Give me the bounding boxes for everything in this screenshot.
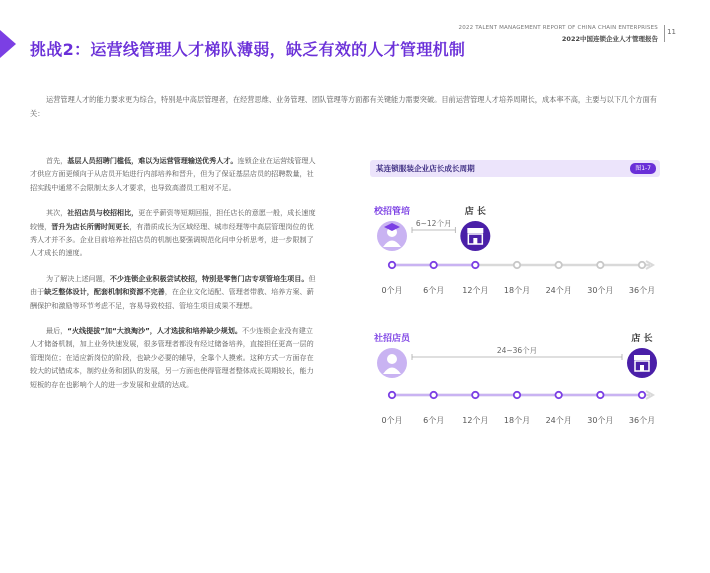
icon-head bbox=[387, 354, 397, 364]
start-label: 社招店员 bbox=[373, 334, 411, 344]
tick-dot bbox=[639, 392, 645, 398]
end-label: 店 长 bbox=[631, 334, 653, 344]
paragraph-4 bbox=[30, 324, 320, 391]
figure-badge: 图1-7 bbox=[630, 163, 656, 174]
tick-dot bbox=[430, 262, 436, 268]
tick-dot bbox=[555, 392, 561, 398]
p3-rest2: ，在企业文化适配、管理者带教、培养方案、薪酬保护和激励等环节考虑不足，容易导致校招、管培生项目成果不理想。 bbox=[30, 287, 314, 310]
paragraph-1 bbox=[30, 154, 320, 194]
p1-rest: 连锁企业在运营线管理人才供应方面更倾向于从店员开始进行内部培养和晋升，但为了保证基层店员的招聘数量，社招实践中通常不会限制太多人才要求，也导致高潜员工相对不足。 bbox=[30, 156, 316, 192]
start-label: 校招管培 bbox=[373, 207, 411, 217]
figure-header bbox=[370, 160, 660, 177]
p2-rest2: ，有潜质成长为区域经理、城市经理等中高层管理岗位的优秀人才并不多。企业目前培养社招店员的机制也要强调规范化问申分析思考，进一步限制了人才成长的速度。 bbox=[30, 221, 314, 258]
p1-lead: 首先， bbox=[46, 156, 68, 165]
tick-label: 30个月 bbox=[587, 416, 614, 425]
tick-dot bbox=[639, 262, 645, 268]
tick-label: 12个月 bbox=[462, 416, 489, 425]
tick-dot bbox=[472, 262, 478, 268]
tick-label: 18个月 bbox=[503, 416, 531, 425]
store-icon bbox=[627, 348, 657, 378]
store-door bbox=[473, 238, 477, 244]
p3-lead: 为了解决上述问题， bbox=[46, 273, 110, 283]
p2-bold: 社招店员与校招相比， bbox=[67, 208, 139, 218]
p3-rest: 但由于 bbox=[30, 273, 316, 297]
end-label: 店 长 bbox=[464, 207, 486, 217]
tick-label: 6个月 bbox=[423, 286, 445, 295]
p4-rest: 不少连锁企业没有建立人才储备机制，加上业务快速发展，很多管理者都没有经过储备培养，直接担任更高一层的管理岗位；在适应新岗位的阶段，也缺少必要的辅导，全靠个人摸索。这种方式一方面存在较大的试错成本，制约业务和团队的发展，另一方面也使得管理者整体成长周期较长，能力短板的存在也影响个人的进一步发展和业绩的达成。 bbox=[30, 326, 314, 389]
tick-label: 6个月 bbox=[423, 416, 445, 425]
tick-dot bbox=[555, 262, 561, 268]
p2-lead: 其次， bbox=[46, 208, 68, 218]
store-door bbox=[640, 365, 644, 371]
report-title-en: 2022 TALENT MANAGEMENT REPORT OF CHINA CHAIN ENTERPRISES bbox=[458, 25, 658, 31]
header-divider bbox=[664, 25, 665, 42]
store-awning bbox=[467, 228, 483, 233]
p4-bold: “火线提拔”加“大浪淘沙”，人才选拔和培养缺少规划。 bbox=[67, 326, 242, 336]
store-icon bbox=[460, 221, 490, 251]
tick-label: 0个月 bbox=[381, 416, 403, 425]
tick-dot bbox=[514, 392, 520, 398]
p2-rest: 更在乎薪资等短期回报，担任店长的意愿一般，成长速度较慢， bbox=[30, 208, 316, 231]
tick-dot bbox=[514, 262, 520, 268]
timeline-chart bbox=[360, 190, 670, 440]
tick-label: 36个月 bbox=[628, 416, 656, 425]
page-title: 挑战2：运营线管理人才梯队薄弱，缺乏有效的人才管理机制 bbox=[30, 40, 466, 59]
p4-lead: 最后， bbox=[46, 326, 68, 336]
p3-bold: 不少连锁企业积极尝试校招，特别是零售门店专项管培生项目。 bbox=[109, 273, 309, 283]
tick-dot bbox=[389, 262, 395, 268]
paragraph-3 bbox=[30, 272, 320, 312]
p2-bold2: 晋升为店长所需时间更长 bbox=[51, 221, 130, 231]
tick-label: 0个月 bbox=[381, 286, 403, 295]
tick-dot bbox=[389, 392, 395, 398]
duration-label: 6~12个月 bbox=[415, 219, 452, 228]
intro-paragraph: 运营管理人才的能力要求更为综合，特别是中高层管理者，在经营思维、业务管理、团队管理等方面都有关键能力需要突破。目前运营管理人才培养周期长，成本率不高，主要与以下几个方面有关： bbox=[30, 95, 657, 118]
tick-label: 12个月 bbox=[462, 286, 489, 295]
tick-label: 24个月 bbox=[545, 286, 572, 295]
tick-label: 30个月 bbox=[587, 286, 614, 295]
body-text bbox=[30, 154, 320, 403]
store-awning bbox=[634, 355, 650, 360]
report-title-cn: 2022中国连锁企业人才管理报告 bbox=[561, 35, 658, 43]
page-number: 11 bbox=[667, 28, 676, 36]
tick-dot bbox=[597, 392, 603, 398]
tick-label: 36个月 bbox=[628, 286, 656, 295]
tick-label: 24个月 bbox=[545, 416, 572, 425]
figure-title: 某连锁服装企业店长成长周期 bbox=[376, 164, 475, 173]
p3-bold2: 缺乏整体设计，配套机制和资源不完善 bbox=[44, 287, 165, 297]
corner-accent bbox=[0, 30, 16, 58]
duration-label: 24~36个月 bbox=[496, 346, 538, 355]
paragraph-2 bbox=[30, 206, 320, 260]
p1-bold: 基层人员招聘门槛低，难以为运营管理输送优秀人才。 bbox=[67, 156, 238, 165]
tick-dot bbox=[430, 392, 436, 398]
tick-dot bbox=[597, 262, 603, 268]
tick-dot bbox=[472, 392, 478, 398]
tick-label: 18个月 bbox=[503, 286, 531, 295]
